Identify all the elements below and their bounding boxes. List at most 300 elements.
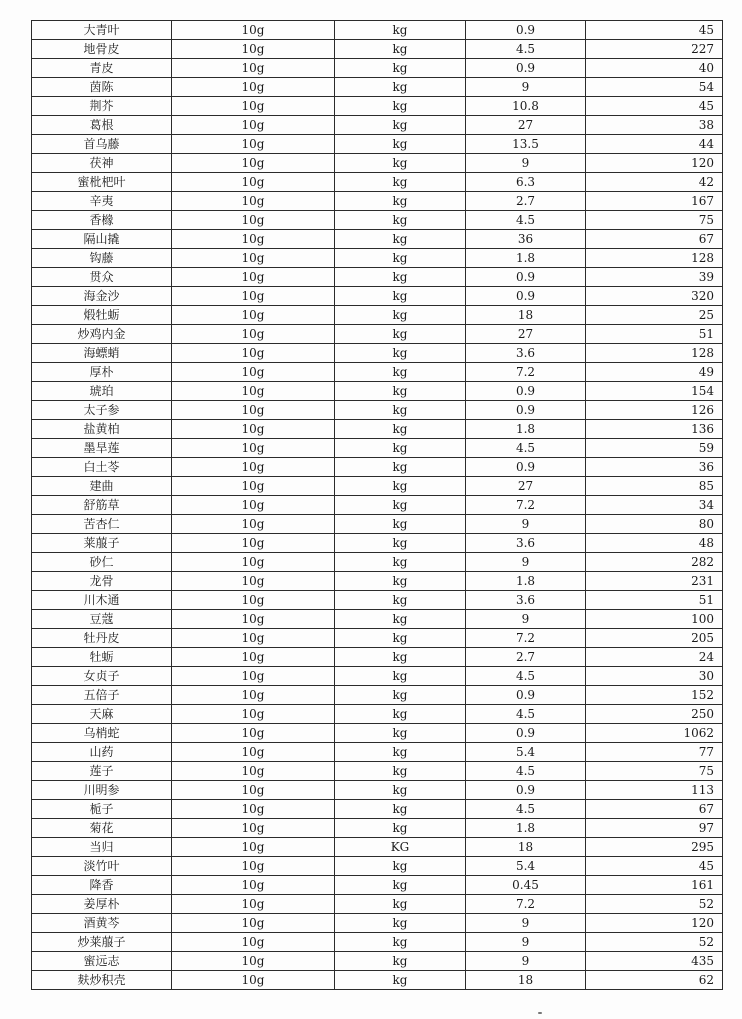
spec-cell: 10g xyxy=(172,838,335,857)
herb-name-cell: 琥珀 xyxy=(32,382,172,401)
unit-cell: kg xyxy=(335,401,466,420)
unit-cell: kg xyxy=(335,971,466,990)
table-row xyxy=(32,534,723,553)
price-cell: 75 xyxy=(586,211,723,230)
price-cell: 67 xyxy=(586,230,723,249)
unit-cell: kg xyxy=(335,610,466,629)
spec-cell: 10g xyxy=(172,230,335,249)
quantity-cell: 9 xyxy=(466,515,586,534)
quantity-cell: 18 xyxy=(466,838,586,857)
table-row xyxy=(32,762,723,781)
price-cell: 48 xyxy=(586,534,723,553)
quantity-cell: 3.6 xyxy=(466,344,586,363)
price-cell: 51 xyxy=(586,591,723,610)
table-row xyxy=(32,382,723,401)
table-row xyxy=(32,819,723,838)
table-row xyxy=(32,743,723,762)
herb-name-cell: 贯众 xyxy=(32,268,172,287)
herb-name-cell: 钩藤 xyxy=(32,249,172,268)
price-cell: 97 xyxy=(586,819,723,838)
quantity-cell: 0.9 xyxy=(466,382,586,401)
price-cell: 100 xyxy=(586,610,723,629)
unit-cell: kg xyxy=(335,135,466,154)
table-row xyxy=(32,648,723,667)
quantity-cell: 4.5 xyxy=(466,762,586,781)
unit-cell: kg xyxy=(335,914,466,933)
table-row xyxy=(32,420,723,439)
table-row xyxy=(32,629,723,648)
herb-name-cell: 白土苓 xyxy=(32,458,172,477)
table-row xyxy=(32,515,723,534)
herb-name-cell: 降香 xyxy=(32,876,172,895)
spec-cell: 10g xyxy=(172,591,335,610)
spec-cell: 10g xyxy=(172,325,335,344)
herb-name-cell: 首乌藤 xyxy=(32,135,172,154)
quantity-cell: 4.5 xyxy=(466,800,586,819)
quantity-cell: 3.6 xyxy=(466,591,586,610)
unit-cell: kg xyxy=(335,534,466,553)
spec-cell: 10g xyxy=(172,420,335,439)
price-cell: 152 xyxy=(586,686,723,705)
price-cell: 67 xyxy=(586,800,723,819)
spec-cell: 10g xyxy=(172,933,335,952)
table-row xyxy=(32,477,723,496)
herb-name-cell: 五倍子 xyxy=(32,686,172,705)
quantity-cell: 0.9 xyxy=(466,401,586,420)
quantity-cell: 9 xyxy=(466,914,586,933)
spec-cell: 10g xyxy=(172,97,335,116)
spec-cell: 10g xyxy=(172,477,335,496)
spec-cell: 10g xyxy=(172,781,335,800)
unit-cell: kg xyxy=(335,439,466,458)
price-cell: 59 xyxy=(586,439,723,458)
quantity-cell: 9 xyxy=(466,933,586,952)
spec-cell: 10g xyxy=(172,800,335,819)
spec-cell: 10g xyxy=(172,40,335,59)
herb-name-cell: 乌梢蛇 xyxy=(32,724,172,743)
table-row xyxy=(32,78,723,97)
table-row xyxy=(32,591,723,610)
price-cell: 205 xyxy=(586,629,723,648)
unit-cell: kg xyxy=(335,192,466,211)
quantity-cell: 36 xyxy=(466,230,586,249)
unit-cell: kg xyxy=(335,382,466,401)
table-row xyxy=(32,667,723,686)
unit-cell: kg xyxy=(335,211,466,230)
price-cell: 80 xyxy=(586,515,723,534)
spec-cell: 10g xyxy=(172,287,335,306)
price-cell: 36 xyxy=(586,458,723,477)
table-row xyxy=(32,553,723,572)
unit-cell: kg xyxy=(335,895,466,914)
quantity-cell: 0.9 xyxy=(466,781,586,800)
herb-name-cell: 海金沙 xyxy=(32,287,172,306)
quantity-cell: 1.8 xyxy=(466,572,586,591)
table-row xyxy=(32,401,723,420)
quantity-cell: 27 xyxy=(466,477,586,496)
unit-cell: kg xyxy=(335,743,466,762)
price-cell: 42 xyxy=(586,173,723,192)
quantity-cell: 5.4 xyxy=(466,743,586,762)
unit-cell: kg xyxy=(335,933,466,952)
spec-cell: 10g xyxy=(172,743,335,762)
unit-cell: kg xyxy=(335,363,466,382)
price-cell: 250 xyxy=(586,705,723,724)
quantity-cell: 18 xyxy=(466,306,586,325)
unit-cell: kg xyxy=(335,572,466,591)
table-row xyxy=(32,439,723,458)
price-cell: 34 xyxy=(586,496,723,515)
spec-cell: 10g xyxy=(172,21,335,40)
spec-cell: 10g xyxy=(172,629,335,648)
table-row xyxy=(32,458,723,477)
table-row xyxy=(32,21,723,40)
price-cell: 227 xyxy=(586,40,723,59)
table-row xyxy=(32,192,723,211)
herb-name-cell: 苦杏仁 xyxy=(32,515,172,534)
spec-cell: 10g xyxy=(172,439,335,458)
unit-cell: kg xyxy=(335,78,466,97)
spec-cell: 10g xyxy=(172,705,335,724)
spec-cell: 10g xyxy=(172,610,335,629)
spec-cell: 10g xyxy=(172,173,335,192)
unit-cell: kg xyxy=(335,268,466,287)
quantity-cell: 9 xyxy=(466,610,586,629)
herb-name-cell: 川木通 xyxy=(32,591,172,610)
table-row xyxy=(32,572,723,591)
table-row xyxy=(32,895,723,914)
unit-cell: kg xyxy=(335,116,466,135)
spec-cell: 10g xyxy=(172,876,335,895)
unit-cell: kg xyxy=(335,40,466,59)
unit-cell: kg xyxy=(335,287,466,306)
spec-cell: 10g xyxy=(172,895,335,914)
table-row xyxy=(32,230,723,249)
herb-name-cell: 山药 xyxy=(32,743,172,762)
table-row xyxy=(32,154,723,173)
quantity-cell: 7.2 xyxy=(466,496,586,515)
herb-name-cell: 荆芥 xyxy=(32,97,172,116)
price-cell: 295 xyxy=(586,838,723,857)
herb-name-cell: 葛根 xyxy=(32,116,172,135)
herb-name-cell: 厚朴 xyxy=(32,363,172,382)
table-row xyxy=(32,40,723,59)
quantity-cell: 0.9 xyxy=(466,686,586,705)
table-row xyxy=(32,952,723,971)
spec-cell: 10g xyxy=(172,762,335,781)
herb-name-cell: 麸炒积壳 xyxy=(32,971,172,990)
spec-cell: 10g xyxy=(172,344,335,363)
spec-cell: 10g xyxy=(172,116,335,135)
price-cell: 39 xyxy=(586,268,723,287)
quantity-cell: 0.45 xyxy=(466,876,586,895)
table-row xyxy=(32,59,723,78)
herb-name-cell: 海螵蛸 xyxy=(32,344,172,363)
unit-cell: kg xyxy=(335,21,466,40)
quantity-cell: 1.8 xyxy=(466,819,586,838)
table-row xyxy=(32,800,723,819)
unit-cell: kg xyxy=(335,249,466,268)
herb-name-cell: 炒鸡内金 xyxy=(32,325,172,344)
spec-cell: 10g xyxy=(172,192,335,211)
price-cell: 161 xyxy=(586,876,723,895)
price-cell: 54 xyxy=(586,78,723,97)
table-row xyxy=(32,135,723,154)
quantity-cell: 4.5 xyxy=(466,40,586,59)
herb-name-cell: 建曲 xyxy=(32,477,172,496)
table-row xyxy=(32,838,723,857)
herb-name-cell: 青皮 xyxy=(32,59,172,78)
price-cell: 231 xyxy=(586,572,723,591)
spec-cell: 10g xyxy=(172,515,335,534)
herb-name-cell: 菊花 xyxy=(32,819,172,838)
unit-cell: kg xyxy=(335,420,466,439)
quantity-cell: 2.7 xyxy=(466,192,586,211)
unit-cell: kg xyxy=(335,952,466,971)
table-row xyxy=(32,211,723,230)
unit-cell: kg xyxy=(335,154,466,173)
unit-cell: kg xyxy=(335,819,466,838)
table-row xyxy=(32,705,723,724)
quantity-cell: 5.4 xyxy=(466,857,586,876)
quantity-cell: 1.8 xyxy=(466,249,586,268)
unit-cell: kg xyxy=(335,667,466,686)
spec-cell: 10g xyxy=(172,648,335,667)
table-row xyxy=(32,287,723,306)
quantity-cell: 9 xyxy=(466,154,586,173)
herb-name-cell: 太子参 xyxy=(32,401,172,420)
price-cell: 25 xyxy=(586,306,723,325)
quantity-cell: 10.8 xyxy=(466,97,586,116)
table-row xyxy=(32,933,723,952)
quantity-cell: 0.9 xyxy=(466,268,586,287)
scan-mark xyxy=(538,1012,542,1014)
table-row xyxy=(32,173,723,192)
quantity-cell: 0.9 xyxy=(466,724,586,743)
spec-cell: 10g xyxy=(172,78,335,97)
quantity-cell: 1.8 xyxy=(466,420,586,439)
herb-name-cell: 天麻 xyxy=(32,705,172,724)
quantity-cell: 7.2 xyxy=(466,629,586,648)
spec-cell: 10g xyxy=(172,686,335,705)
table-row xyxy=(32,781,723,800)
spec-cell: 10g xyxy=(172,553,335,572)
herb-name-cell: 辛夷 xyxy=(32,192,172,211)
price-cell: 320 xyxy=(586,287,723,306)
spec-cell: 10g xyxy=(172,667,335,686)
price-cell: 44 xyxy=(586,135,723,154)
unit-cell: kg xyxy=(335,173,466,192)
table-row xyxy=(32,363,723,382)
table-row xyxy=(32,344,723,363)
spec-cell: 10g xyxy=(172,724,335,743)
unit-cell: kg xyxy=(335,325,466,344)
herb-name-cell: 砂仁 xyxy=(32,553,172,572)
price-cell: 24 xyxy=(586,648,723,667)
unit-cell: kg xyxy=(335,496,466,515)
price-cell: 154 xyxy=(586,382,723,401)
unit-cell: kg xyxy=(335,553,466,572)
unit-cell: kg xyxy=(335,876,466,895)
unit-cell: kg xyxy=(335,686,466,705)
quantity-cell: 7.2 xyxy=(466,363,586,382)
herb-name-cell: 女贞子 xyxy=(32,667,172,686)
unit-cell: kg xyxy=(335,458,466,477)
price-cell: 126 xyxy=(586,401,723,420)
unit-cell: KG xyxy=(335,838,466,857)
herb-name-cell: 牡丹皮 xyxy=(32,629,172,648)
herb-name-cell: 蜜远志 xyxy=(32,952,172,971)
table-row xyxy=(32,857,723,876)
quantity-cell: 4.5 xyxy=(466,705,586,724)
price-cell: 136 xyxy=(586,420,723,439)
price-cell: 52 xyxy=(586,895,723,914)
spec-cell: 10g xyxy=(172,952,335,971)
unit-cell: kg xyxy=(335,629,466,648)
price-cell: 75 xyxy=(586,762,723,781)
herb-name-cell: 炒莱菔子 xyxy=(32,933,172,952)
quantity-cell: 13.5 xyxy=(466,135,586,154)
table-row xyxy=(32,268,723,287)
quantity-cell: 9 xyxy=(466,952,586,971)
price-cell: 51 xyxy=(586,325,723,344)
herb-name-cell: 莱菔子 xyxy=(32,534,172,553)
price-cell: 45 xyxy=(586,857,723,876)
quantity-cell: 27 xyxy=(466,325,586,344)
herb-name-cell: 盐黄柏 xyxy=(32,420,172,439)
herb-name-cell: 隔山撬 xyxy=(32,230,172,249)
herb-name-cell: 舒筋草 xyxy=(32,496,172,515)
unit-cell: kg xyxy=(335,59,466,78)
spec-cell: 10g xyxy=(172,211,335,230)
unit-cell: kg xyxy=(335,781,466,800)
price-cell: 40 xyxy=(586,59,723,78)
unit-cell: kg xyxy=(335,344,466,363)
table-row xyxy=(32,914,723,933)
herb-name-cell: 姜厚朴 xyxy=(32,895,172,914)
price-cell: 120 xyxy=(586,914,723,933)
table-row xyxy=(32,724,723,743)
spec-cell: 10g xyxy=(172,401,335,420)
herb-name-cell: 墨旱莲 xyxy=(32,439,172,458)
unit-cell: kg xyxy=(335,230,466,249)
spec-cell: 10g xyxy=(172,154,335,173)
herb-name-cell: 酒黄芩 xyxy=(32,914,172,933)
quantity-cell: 0.9 xyxy=(466,59,586,78)
quantity-cell: 9 xyxy=(466,553,586,572)
price-cell: 1062 xyxy=(586,724,723,743)
price-cell: 120 xyxy=(586,154,723,173)
quantity-cell: 9 xyxy=(466,78,586,97)
price-cell: 62 xyxy=(586,971,723,990)
spec-cell: 10g xyxy=(172,458,335,477)
spec-cell: 10g xyxy=(172,306,335,325)
herb-name-cell: 当归 xyxy=(32,838,172,857)
quantity-cell: 3.6 xyxy=(466,534,586,553)
quantity-cell: 7.2 xyxy=(466,895,586,914)
herb-name-cell: 地骨皮 xyxy=(32,40,172,59)
unit-cell: kg xyxy=(335,648,466,667)
quantity-cell: 0.9 xyxy=(466,287,586,306)
herb-name-cell: 莲子 xyxy=(32,762,172,781)
spec-cell: 10g xyxy=(172,971,335,990)
quantity-cell: 4.5 xyxy=(466,439,586,458)
herb-name-cell: 川明参 xyxy=(32,781,172,800)
unit-cell: kg xyxy=(335,800,466,819)
unit-cell: kg xyxy=(335,515,466,534)
herb-name-cell: 大青叶 xyxy=(32,21,172,40)
price-cell: 85 xyxy=(586,477,723,496)
table-row xyxy=(32,496,723,515)
herb-name-cell: 豆蔻 xyxy=(32,610,172,629)
spec-cell: 10g xyxy=(172,249,335,268)
table-row xyxy=(32,97,723,116)
price-cell: 435 xyxy=(586,952,723,971)
table-row xyxy=(32,686,723,705)
table-row xyxy=(32,876,723,895)
herb-name-cell: 香橼 xyxy=(32,211,172,230)
price-cell: 38 xyxy=(586,116,723,135)
table-row xyxy=(32,116,723,135)
price-cell: 167 xyxy=(586,192,723,211)
spec-cell: 10g xyxy=(172,363,335,382)
herb-name-cell: 茯神 xyxy=(32,154,172,173)
spec-cell: 10g xyxy=(172,268,335,287)
price-cell: 113 xyxy=(586,781,723,800)
spec-cell: 10g xyxy=(172,914,335,933)
price-cell: 45 xyxy=(586,97,723,116)
unit-cell: kg xyxy=(335,724,466,743)
table-row xyxy=(32,306,723,325)
price-cell: 128 xyxy=(586,249,723,268)
spec-cell: 10g xyxy=(172,572,335,591)
spec-cell: 10g xyxy=(172,496,335,515)
unit-cell: kg xyxy=(335,306,466,325)
table-row xyxy=(32,249,723,268)
quantity-cell: 0.9 xyxy=(466,21,586,40)
price-table xyxy=(31,20,723,990)
table-row xyxy=(32,971,723,990)
unit-cell: kg xyxy=(335,762,466,781)
unit-cell: kg xyxy=(335,705,466,724)
spec-cell: 10g xyxy=(172,135,335,154)
quantity-cell: 2.7 xyxy=(466,648,586,667)
quantity-cell: 4.5 xyxy=(466,667,586,686)
price-cell: 49 xyxy=(586,363,723,382)
herb-name-cell: 淡竹叶 xyxy=(32,857,172,876)
price-cell: 77 xyxy=(586,743,723,762)
spec-cell: 10g xyxy=(172,819,335,838)
table-row xyxy=(32,325,723,344)
price-cell: 30 xyxy=(586,667,723,686)
price-cell: 52 xyxy=(586,933,723,952)
herb-name-cell: 牡蛎 xyxy=(32,648,172,667)
herb-name-cell: 龙骨 xyxy=(32,572,172,591)
herb-name-cell: 栀子 xyxy=(32,800,172,819)
table-row xyxy=(32,610,723,629)
spec-cell: 10g xyxy=(172,534,335,553)
price-cell: 128 xyxy=(586,344,723,363)
herb-name-cell: 煅牡蛎 xyxy=(32,306,172,325)
unit-cell: kg xyxy=(335,477,466,496)
unit-cell: kg xyxy=(335,857,466,876)
spec-cell: 10g xyxy=(172,857,335,876)
herb-name-cell: 茵陈 xyxy=(32,78,172,97)
quantity-cell: 18 xyxy=(466,971,586,990)
spec-cell: 10g xyxy=(172,382,335,401)
quantity-cell: 0.9 xyxy=(466,458,586,477)
table-body xyxy=(32,21,723,990)
